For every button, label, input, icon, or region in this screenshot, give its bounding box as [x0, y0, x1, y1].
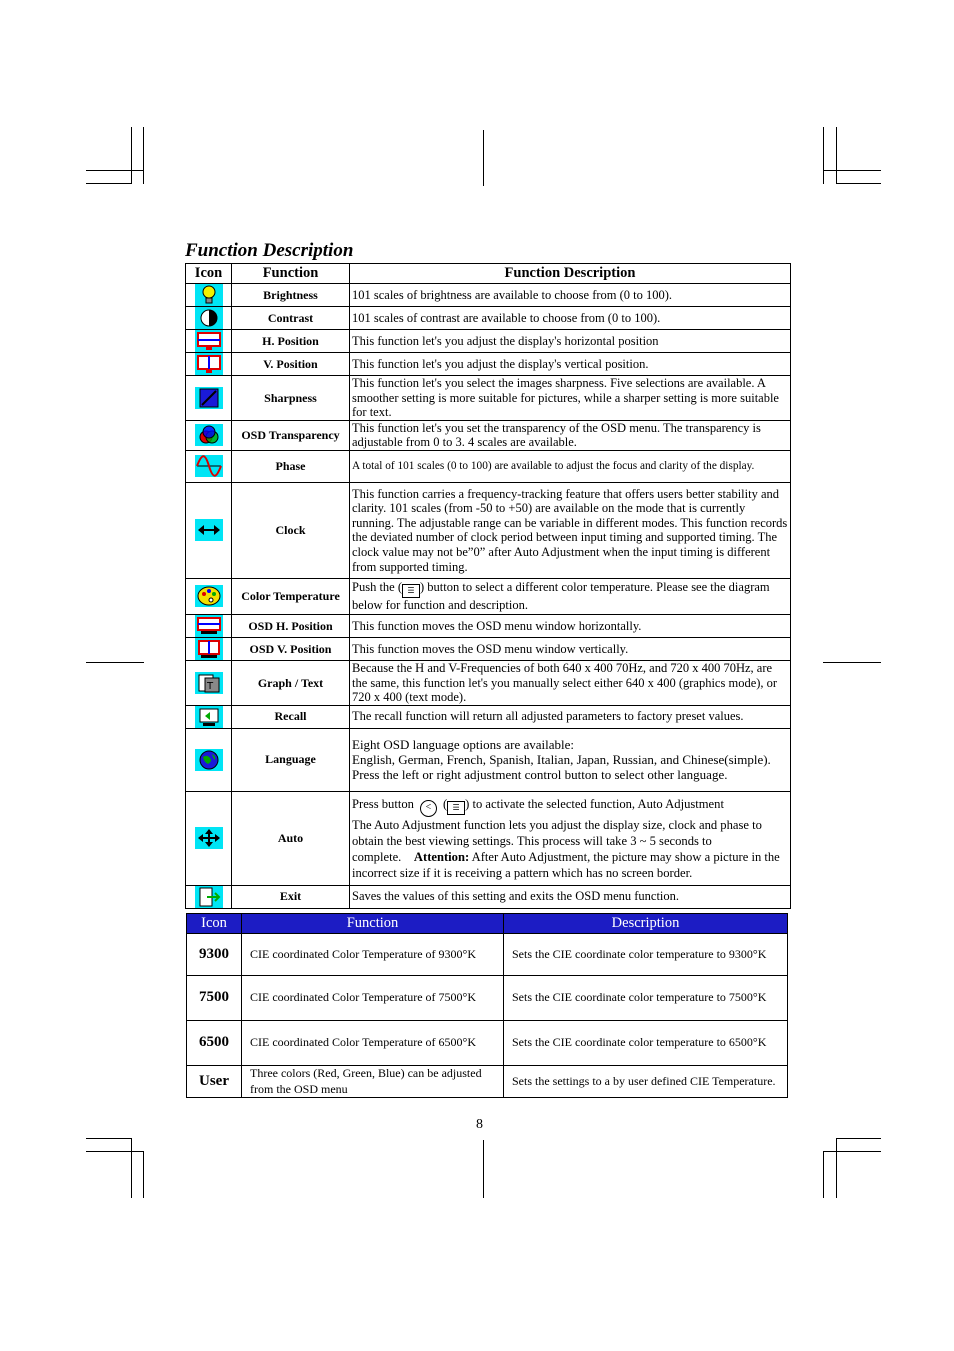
- crop-mark: [836, 1138, 837, 1198]
- function-description: A total of 101 scales (0 to 100) are available to adjust the focus and clarity of the display.: [350, 450, 791, 482]
- description-text: Press button: [352, 796, 414, 811]
- table-row: [186, 376, 791, 421]
- function-description: Because the H and V-Frequencies of both 640 x 400 70Hz, and 720 x 400 70Hz, are the same, this function let's you manually select either 640 x 400 (graphics mode), or 720 x 400 (text mode).: [350, 660, 791, 705]
- function-name: Language: [232, 728, 350, 791]
- function-name: Clock: [232, 482, 350, 578]
- function-description: 101 scales of brightness are available to choose from (0 to 100).: [350, 284, 791, 307]
- brightness-icon: [186, 284, 232, 307]
- function-name: Color Temperature: [232, 578, 350, 614]
- column-header-icon: Icon: [186, 264, 232, 284]
- column-header-description: Description: [504, 914, 788, 934]
- color-temp-function: CIE coordinated Color Temperature of 7500°K: [242, 976, 504, 1021]
- clock-icon: [186, 482, 232, 578]
- table-row: [186, 637, 791, 660]
- description-line: Press the left or right adjustment control button to select other language.: [352, 767, 728, 783]
- table-row: [186, 353, 791, 376]
- function-description: This function let's you adjust the display's vertical position.: [350, 353, 791, 376]
- description-line: [352, 817, 788, 881]
- graph-text-icon: [186, 660, 232, 705]
- function-name: Recall: [232, 705, 350, 728]
- description-line: English, German, French, Spanish, Italian, Japan, Russian, and Chinese(simple).: [352, 752, 771, 768]
- function-name: Contrast: [232, 307, 350, 330]
- description-text: ) to activate the selected function, Auto Adjustment: [465, 796, 724, 811]
- function-description: [350, 578, 791, 614]
- description-line: Eight OSD language options are available:: [352, 737, 575, 753]
- osd-v-position-icon: [186, 637, 232, 660]
- crop-mark: [823, 662, 881, 663]
- table-header-row: [186, 264, 791, 284]
- recall-icon: [186, 705, 232, 728]
- h-position-icon: [186, 330, 232, 353]
- crop-mark: [143, 1151, 144, 1198]
- osd-transparency-icon: [186, 420, 232, 450]
- color-temp-label: User: [187, 1066, 242, 1098]
- color-temp-function: Three colors (Red, Green, Blue) can be adjusted from the OSD menu: [242, 1066, 504, 1098]
- crop-mark: [483, 130, 484, 186]
- table-row: [187, 1021, 788, 1066]
- color-temp-description: Sets the CIE coordinate color temperature to 9300°K: [504, 934, 788, 976]
- function-name: OSD V. Position: [232, 637, 350, 660]
- table-header-row: [187, 914, 788, 934]
- osd-h-position-icon: [186, 614, 232, 637]
- function-name: Graph / Text: [232, 660, 350, 705]
- crop-mark: [131, 1138, 132, 1198]
- table-row: [186, 284, 791, 307]
- menu-button-icon: ☰: [447, 801, 465, 815]
- function-description: This function let's you adjust the display's horizontal position: [350, 330, 791, 353]
- crop-mark: [823, 1151, 824, 1198]
- table-row: [186, 660, 791, 705]
- svg-text:T: T: [206, 680, 213, 692]
- function-name: Auto: [232, 791, 350, 885]
- column-header-function: Function: [242, 914, 504, 934]
- table-row: [186, 450, 791, 482]
- function-description: This function let's you set the transparency of the OSD menu. The transparency is adjustable from 0 to 3. 4 scales are available.: [350, 420, 791, 450]
- description-text: ) button to select a different color temperature. Please see the diagram below for function and description.: [352, 580, 770, 613]
- table-row: [186, 728, 791, 791]
- description-text: Push the (: [352, 580, 402, 595]
- crop-mark: [483, 1140, 484, 1198]
- table-row: [186, 614, 791, 637]
- menu-button-icon: ☰: [402, 584, 420, 598]
- color-temp-description: Sets the CIE coordinate color temperature to 6500°K: [504, 1021, 788, 1066]
- exit-icon: [186, 885, 232, 908]
- table-row: [186, 420, 791, 450]
- page-number: 8: [476, 1117, 483, 1132]
- function-description: Saves the values of this setting and exits the OSD menu function.: [350, 885, 791, 908]
- color-temp-description: Sets the CIE coordinate color temperature to 7500°K: [504, 976, 788, 1021]
- crop-mark: [823, 170, 881, 171]
- v-position-icon: [186, 353, 232, 376]
- crop-mark: [823, 127, 824, 184]
- color-temperature-icon: [186, 578, 232, 614]
- crop-mark: [131, 127, 132, 184]
- color-temp-label: 7500: [187, 976, 242, 1021]
- crop-mark: [86, 183, 131, 184]
- crop-mark: [836, 127, 837, 184]
- function-name: Phase: [232, 450, 350, 482]
- attention-label: Attention:: [413, 849, 470, 864]
- function-description: [350, 791, 791, 885]
- function-table: [185, 263, 791, 909]
- function-description: 101 scales of contrast are available to choose from (0 to 100).: [350, 307, 791, 330]
- table-row: [187, 1066, 788, 1098]
- crop-mark: [836, 183, 881, 184]
- function-name: Sharpness: [232, 376, 350, 421]
- table-row: [187, 976, 788, 1021]
- sharpness-icon: [186, 376, 232, 421]
- table-row: [186, 791, 791, 885]
- contrast-icon: [186, 307, 232, 330]
- description-line: Press button < ( ☰ ) to activate the selected function, Auto Adjustment: [352, 796, 788, 817]
- crop-mark: [143, 127, 144, 184]
- page-title: Function Description: [185, 240, 354, 261]
- function-name: Brightness: [232, 284, 350, 307]
- function-name: Exit: [232, 885, 350, 908]
- color-temp-label: 9300: [187, 934, 242, 976]
- color-temp-description: Sets the settings to a by user defined CIE Temperature.: [504, 1066, 788, 1098]
- crop-mark: [836, 1138, 881, 1139]
- language-icon: [186, 728, 232, 791]
- table-row: [186, 578, 791, 614]
- function-description: This function moves the OSD menu window horizontally.: [350, 614, 791, 637]
- color-temperature-table: [186, 913, 788, 1098]
- color-temp-label: 6500: [187, 1021, 242, 1066]
- function-name: OSD H. Position: [232, 614, 350, 637]
- crop-mark: [86, 170, 144, 171]
- function-description: The recall function will return all adjusted parameters to factory preset values.: [350, 705, 791, 728]
- description-text: The Auto Adjustment function lets you adjust the display size, clock and phase to obtain the best viewing settings. This process will take 3 ~ 5 seconds to complete.: [352, 817, 762, 864]
- color-temp-function: CIE coordinated Color Temperature of 9300°K: [242, 934, 504, 976]
- function-description: This function moves the OSD menu window vertically.: [350, 637, 791, 660]
- function-name: H. Position: [232, 330, 350, 353]
- phase-icon: [186, 450, 232, 482]
- function-name: V. Position: [232, 353, 350, 376]
- table-row: [187, 934, 788, 976]
- left-arrow-button-icon: <: [420, 800, 437, 817]
- function-description: [350, 728, 791, 791]
- table-row: [186, 482, 791, 578]
- function-description: This function let's you select the images sharpness. Five selections are available. A smoother setting is more suitable for pictures, while a sharper setting is more suitable for text.: [350, 376, 791, 421]
- column-header-function: Function: [232, 264, 350, 284]
- crop-mark: [823, 1151, 881, 1152]
- function-name: OSD Transparency: [232, 420, 350, 450]
- table-row: [186, 885, 791, 908]
- column-header-icon: Icon: [187, 914, 242, 934]
- table-row: [186, 330, 791, 353]
- table-row: [186, 307, 791, 330]
- column-header-description: Function Description: [350, 264, 791, 284]
- description-text: After Auto Adjustment, the picture may show a picture in the incorrect size if it is receiving a pattern which has no screen border.: [352, 849, 780, 880]
- function-description: This function carries a frequency-tracking feature that offers users better stability and clarity. 101 scales (from -50 to +50) are available on the mode that is currently running. The adjustable range can be variable in different modes. This function records the deviated number of clock period between input timing and supported timing. The clock value may not be”0” after Auto Adjustment when the input timing is different from supported timing.: [350, 482, 791, 578]
- crop-mark: [86, 1151, 144, 1152]
- table-row: [186, 705, 791, 728]
- crop-mark: [86, 1138, 131, 1139]
- color-temp-function: CIE coordinated Color Temperature of 6500°K: [242, 1021, 504, 1066]
- auto-icon: [186, 791, 232, 885]
- crop-mark: [86, 662, 144, 663]
